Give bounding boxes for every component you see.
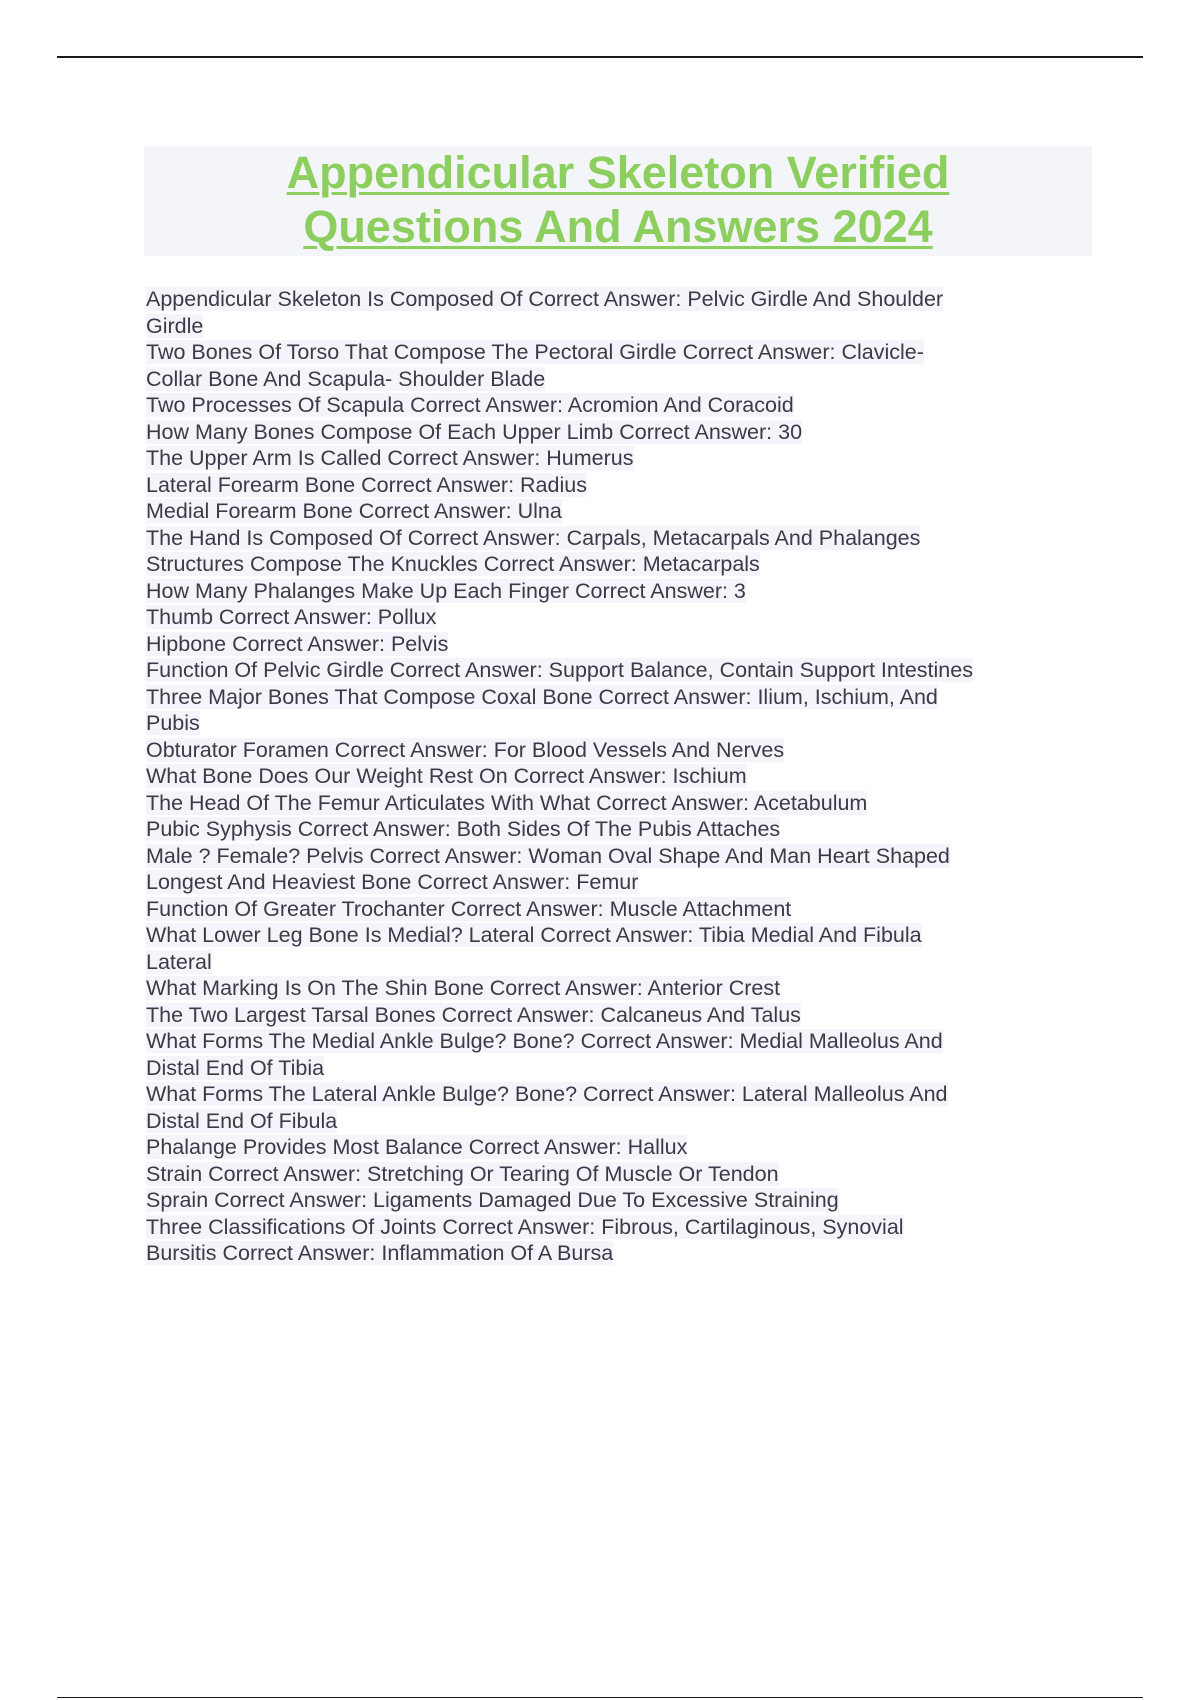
qa-line-text: Lateral (146, 949, 212, 974)
qa-line (146, 366, 1086, 393)
title-band (144, 146, 1092, 256)
qa-line (146, 1161, 1086, 1188)
qa-line-text: Function Of Greater Trochanter Correct Answer: Muscle Attachment (146, 896, 792, 921)
qa-line-text: Two Bones Of Torso That Compose The Pectoral Girdle Correct Answer: Clavicle- (146, 340, 924, 364)
qa-line (146, 551, 1086, 578)
qa-line (146, 1214, 1086, 1241)
qa-line (146, 710, 1086, 737)
qa-line-text: Longest And Heaviest Bone Correct Answer: Femur (146, 870, 639, 894)
qa-line-text: Strain Correct Answer: Stretching Or Tearing Of Muscle Or Tendon (146, 1161, 779, 1186)
qa-line (146, 286, 1086, 313)
qa-line-text: Distal End Of Tibia (146, 1055, 325, 1080)
qa-line-text: Function Of Pelvic Girdle Correct Answer: Support Balance, Contain Support Intestines (146, 658, 973, 682)
qa-line (146, 790, 1086, 817)
qa-list (146, 286, 1086, 1267)
qa-line-text: Obturator Foramen Correct Answer: For Blood Vessels And Nerves (146, 737, 785, 762)
qa-line (146, 313, 1086, 340)
top-rule (57, 56, 1143, 58)
title-line-1: Appendicular Skeleton Verified (286, 147, 950, 198)
qa-line-text: Male ? Female? Pelvis Correct Answer: Woman Oval Shape And Man Heart Shaped (146, 843, 950, 868)
qa-line-text: How Many Bones Compose Of Each Upper Limb Correct Answer: 30 (146, 419, 803, 444)
qa-line-text: Distal End Of Fibula (146, 1108, 338, 1133)
qa-line (146, 975, 1086, 1002)
qa-line-text: Three Classifications Of Joints Correct Answer: Fibrous, Cartilaginous, Synovial (146, 1214, 904, 1239)
qa-line (146, 1187, 1086, 1214)
qa-line-text: Pubis (146, 711, 200, 735)
qa-line-text: Medial Forearm Bone Correct Answer: Ulna (146, 499, 562, 523)
qa-line-text: What Marking Is On The Shin Bone Correct Answer: Anterior Crest (146, 976, 781, 1000)
qa-line-text: What Lower Leg Bone Is Medial? Lateral Correct Answer: Tibia Medial And Fibula (146, 923, 922, 947)
qa-line (146, 1240, 1086, 1267)
qa-line-text: Thumb Correct Answer: Pollux (146, 605, 437, 629)
qa-line (146, 763, 1086, 790)
qa-line (146, 604, 1086, 631)
qa-line (146, 737, 1086, 764)
qa-line-text: Bursitis Correct Answer: Inflammation Of A Bursa (146, 1241, 614, 1265)
qa-line-text: How Many Phalanges Make Up Each Finger Correct Answer: 3 (146, 578, 746, 603)
qa-line (146, 896, 1086, 923)
qa-line (146, 392, 1086, 419)
qa-line (146, 445, 1086, 472)
qa-line-text: The Hand Is Composed Of Correct Answer: Carpals, Metacarpals And Phalanges (146, 525, 921, 550)
qa-line (146, 631, 1086, 658)
qa-line (146, 339, 1086, 366)
qa-line (146, 525, 1086, 552)
qa-line (146, 1002, 1086, 1029)
qa-line (146, 1028, 1086, 1055)
qa-line-text: What Forms The Medial Ankle Bulge? Bone? Correct Answer: Medial Malleolus And (146, 1029, 943, 1053)
qa-line (146, 1055, 1086, 1082)
qa-line-text: Pubic Syphysis Correct Answer: Both Sides Of The Pubis Attaches (146, 817, 781, 841)
qa-line (146, 949, 1086, 976)
qa-line (146, 419, 1086, 446)
qa-line (146, 922, 1086, 949)
qa-line (146, 1108, 1086, 1135)
qa-line (146, 684, 1086, 711)
qa-line-text: Two Processes Of Scapula Correct Answer: Acromion And Coracoid (146, 393, 794, 417)
qa-line-text: Collar Bone And Scapula- Shoulder Blade (146, 366, 546, 391)
qa-line-text: What Bone Does Our Weight Rest On Correct Answer: Ischium (146, 764, 747, 788)
qa-line (146, 869, 1086, 896)
qa-line-text: Structures Compose The Knuckles Correct Answer: Metacarpals (146, 552, 760, 576)
qa-line-text: Three Major Bones That Compose Coxal Bone Correct Answer: Ilium, Ischium, And (146, 684, 938, 709)
qa-line-text: The Two Largest Tarsal Bones Correct Answer: Calcaneus And Talus (146, 1002, 801, 1027)
qa-line-text: The Head Of The Femur Articulates With What Correct Answer: Acetabulum (146, 790, 868, 815)
qa-line (146, 657, 1086, 684)
qa-line-text: Phalange Provides Most Balance Correct Answer: Hallux (146, 1135, 688, 1159)
qa-line-text: Appendicular Skeleton Is Composed Of Correct Answer: Pelvic Girdle And Shoulder (146, 287, 944, 311)
qa-line (146, 498, 1086, 525)
title-line-2: Questions And Answers 2024 (303, 201, 933, 252)
qa-line-text: Hipbone Correct Answer: Pelvis (146, 631, 449, 656)
document-title (144, 146, 1092, 254)
qa-line (146, 1081, 1086, 1108)
qa-line (146, 816, 1086, 843)
qa-line (146, 843, 1086, 870)
qa-line-text: What Forms The Lateral Ankle Bulge? Bone? Correct Answer: Lateral Malleolus And (146, 1082, 948, 1106)
qa-line-text: Girdle (146, 313, 204, 338)
qa-line (146, 472, 1086, 499)
qa-line-text: Lateral Forearm Bone Correct Answer: Radius (146, 472, 587, 497)
qa-line-text: The Upper Arm Is Called Correct Answer: Humerus (146, 446, 634, 470)
qa-line-text: Sprain Correct Answer: Ligaments Damaged Due To Excessive Straining (146, 1188, 839, 1212)
bottom-rule (57, 1697, 1143, 1698)
qa-line (146, 578, 1086, 605)
qa-line (146, 1134, 1086, 1161)
